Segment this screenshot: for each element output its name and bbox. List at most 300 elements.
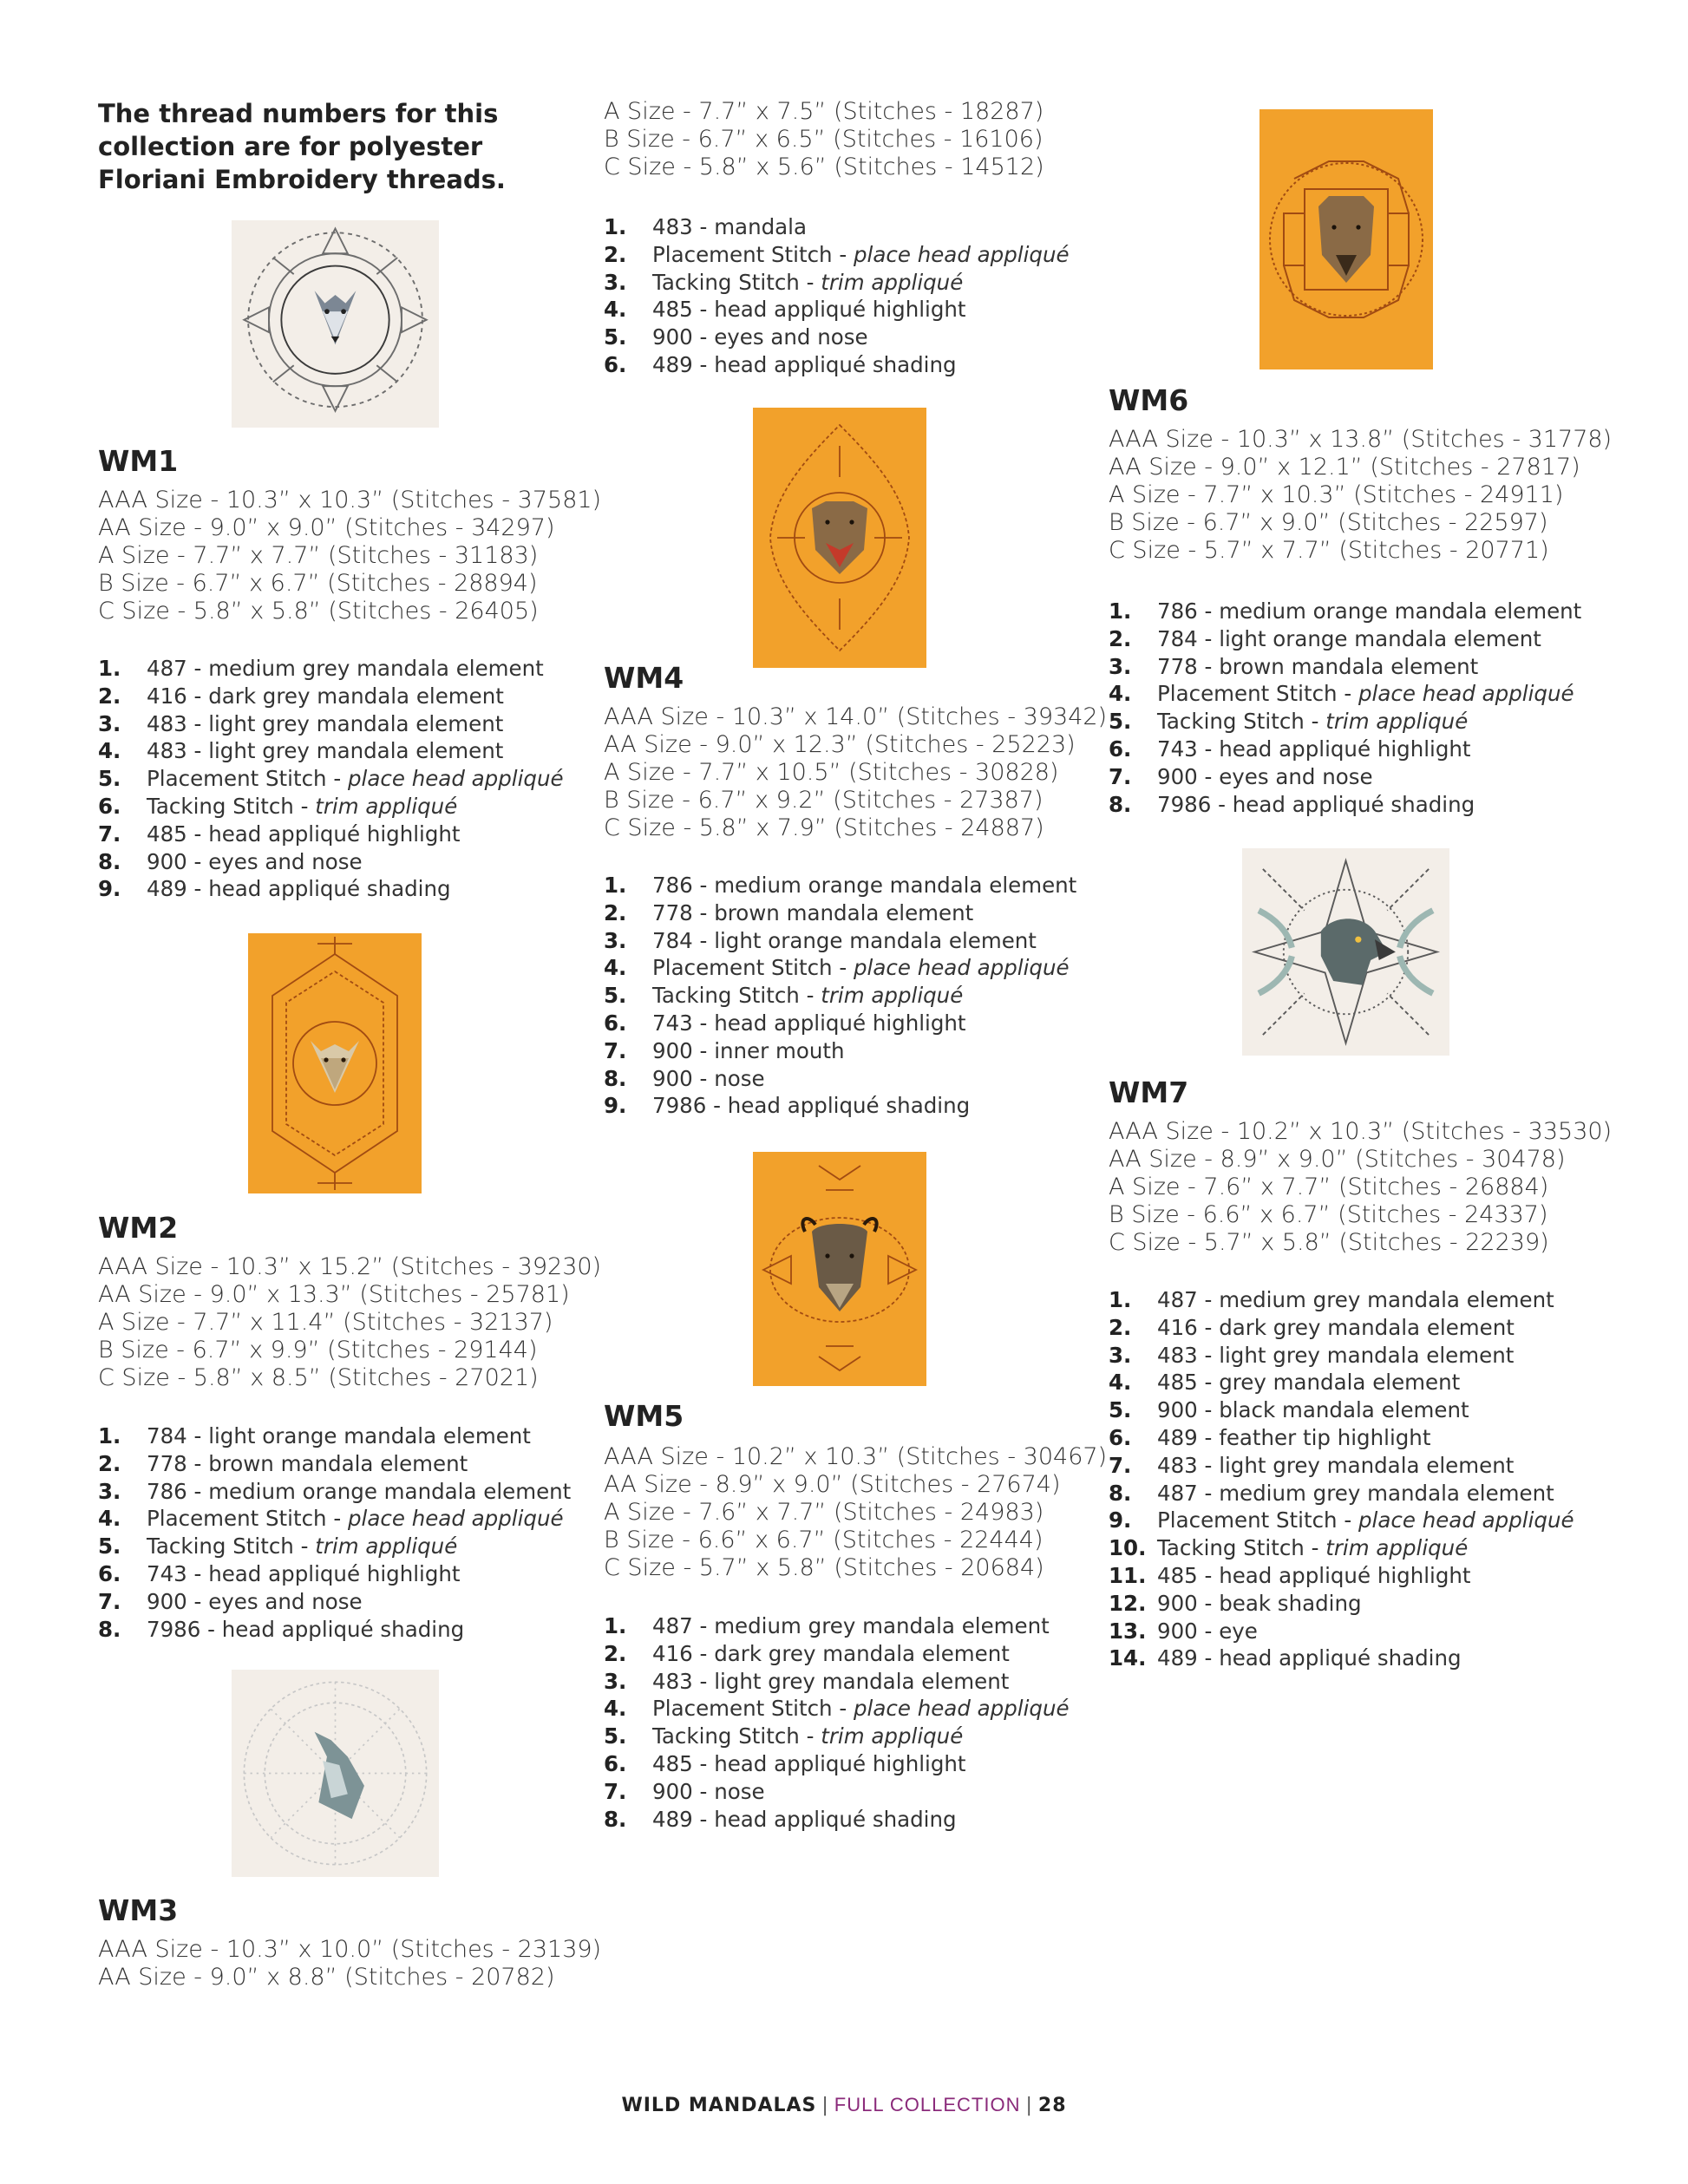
thread-code: 483 <box>1157 1342 1198 1368</box>
step-number: 1. <box>98 1423 121 1448</box>
step-number: 6. <box>604 1010 627 1036</box>
thread-code: 900 <box>147 1588 187 1614</box>
wm7-steps <box>1109 1286 1574 1672</box>
thread-code: Placement Stitch <box>1157 1507 1338 1533</box>
wm6-steps <box>1109 598 1581 818</box>
step-number: 13. <box>1109 1618 1147 1644</box>
size-line: A Size - 7.6” x 7.7” (Stitches - 26884) <box>1109 1174 1549 1200</box>
size-line: AAA Size - 10.3” x 13.8” (Stitches - 31778) <box>1109 426 1613 453</box>
thread-code: 489 <box>1157 1645 1198 1671</box>
thread-code: 485 <box>1157 1370 1198 1396</box>
step-number: 4. <box>604 1696 627 1722</box>
thread-step <box>604 296 1070 324</box>
thread-code: Tacking Stitch <box>147 793 294 819</box>
thread-code: 416 <box>147 683 187 709</box>
step-dash: - <box>293 1533 316 1560</box>
step-dash: - <box>186 1478 209 1504</box>
step-dash: - <box>186 710 209 736</box>
thread-step <box>98 1450 571 1478</box>
step-number: 6. <box>1109 736 1132 762</box>
thread-description: light orange mandala element <box>208 1423 531 1448</box>
thread-code: 483 <box>1157 1452 1198 1478</box>
step-dash: - <box>1197 598 1220 624</box>
thread-description: black mandala element <box>1219 1397 1469 1423</box>
wm6-image <box>1259 109 1433 369</box>
thread-code: 483 <box>652 214 693 239</box>
step-dash: - <box>186 656 209 681</box>
size-line: A Size - 7.6” x 7.7” (Stitches - 24983) <box>604 1499 1044 1526</box>
step-dash: - <box>186 848 209 874</box>
thread-description: place head appliqué <box>348 1506 564 1532</box>
thread-step <box>604 1065 1076 1093</box>
size-line: B Size - 6.7” x 6.5” (Stitches - 16106) <box>604 126 1044 153</box>
thread-code: 900 <box>1157 1618 1198 1644</box>
thread-code: Placement Stitch <box>652 1696 833 1722</box>
step-dash: - <box>1304 709 1326 735</box>
step-number: 5. <box>604 1723 627 1749</box>
step-number: 6. <box>1109 1424 1132 1450</box>
step-dash: - <box>692 1750 715 1776</box>
wm1-sizes <box>98 487 601 625</box>
thread-step <box>604 954 1076 982</box>
thread-code: 483 <box>652 1668 693 1694</box>
thread-description: trim appliqué <box>315 793 458 819</box>
thread-description: head appliqué shading <box>714 1806 957 1832</box>
thread-description: dark grey mandala element <box>714 1640 1010 1666</box>
wm7-image <box>1242 848 1449 1056</box>
thread-description: grey mandala element <box>1219 1370 1461 1396</box>
footer-separator: | <box>1025 2095 1033 2116</box>
step-number: 11. <box>1109 1562 1147 1588</box>
step-dash: - <box>1197 1342 1220 1368</box>
step-dash: - <box>186 1423 209 1448</box>
step-number: 7. <box>604 1778 627 1804</box>
wm5-image <box>753 1152 926 1386</box>
thread-step <box>98 793 564 821</box>
thread-code: 7986 <box>652 1093 707 1119</box>
step-number: 1. <box>1109 1287 1132 1312</box>
thread-step <box>98 1588 571 1616</box>
step-number: 2. <box>604 241 627 267</box>
step-number: 5. <box>1109 1397 1132 1423</box>
step-dash: - <box>692 1010 715 1036</box>
thread-code: 743 <box>1157 736 1198 762</box>
thread-step <box>604 1778 1070 1806</box>
step-number: 2. <box>604 899 627 925</box>
step-dash: - <box>832 241 854 267</box>
size-line: A Size - 7.7” x 11.4” (Stitches - 32137) <box>98 1309 553 1336</box>
step-number: 1. <box>604 214 627 239</box>
step-dash: - <box>832 1696 854 1722</box>
size-line: A Size - 7.7” x 7.5” (Stitches - 18287) <box>604 98 1044 125</box>
thread-description: medium orange mandala element <box>1219 598 1582 624</box>
thread-step <box>1109 1424 1574 1452</box>
size-line: AAA Size - 10.3” x 10.3” (Stitches - 37581) <box>98 487 602 513</box>
thread-step <box>1109 1618 1574 1645</box>
thread-description: head appliqué highlight <box>714 1750 966 1776</box>
size-line: A Size - 7.7” x 10.3” (Stitches - 24911) <box>1109 481 1564 508</box>
size-line: AAA Size - 10.2” x 10.3” (Stitches - 33530) <box>1109 1118 1613 1145</box>
thread-description: head appliqué shading <box>221 1616 465 1642</box>
thread-step <box>604 899 1076 927</box>
step-number: 8. <box>1109 791 1132 817</box>
thread-description: head appliqué highlight <box>208 821 461 847</box>
thread-step <box>1109 1480 1574 1507</box>
thread-step <box>1109 1507 1574 1534</box>
thread-step <box>1109 1452 1574 1480</box>
footer-brand: WILD MANDALAS <box>621 2095 817 2116</box>
step-dash: - <box>1197 1287 1220 1312</box>
step-dash: - <box>1197 1480 1220 1506</box>
size-line: C Size - 5.7” x 5.8” (Stitches - 20684) <box>604 1554 1044 1581</box>
size-line: A Size - 7.7” x 10.5” (Stitches - 30828) <box>604 759 1059 786</box>
step-number: 1. <box>604 1613 627 1638</box>
size-line: AA Size - 9.0” x 8.8” (Stitches - 20782) <box>98 1964 555 1991</box>
thread-step <box>98 655 564 683</box>
thread-description: light grey mandala element <box>1219 1342 1515 1368</box>
thread-step <box>1109 1534 1574 1562</box>
thread-code: 416 <box>652 1640 693 1666</box>
thread-description: light grey mandala element <box>1219 1452 1515 1478</box>
thread-step <box>98 737 564 765</box>
thread-step <box>98 1560 571 1588</box>
thread-step <box>604 1750 1070 1778</box>
wm3-steps <box>604 213 1070 379</box>
step-number: 3. <box>98 710 121 736</box>
thread-description: head appliqué highlight <box>1219 736 1471 762</box>
step-number: 8. <box>604 1065 627 1091</box>
thread-code: 7986 <box>147 1616 201 1642</box>
step-number: 4. <box>98 1506 121 1532</box>
size-line: AA Size - 8.9” x 9.0” (Stitches - 30478) <box>1109 1146 1566 1173</box>
step-number: 4. <box>604 297 627 323</box>
thread-code: Placement Stitch <box>1157 681 1338 707</box>
thread-code: Tacking Stitch <box>652 983 800 1009</box>
thread-description: head appliqué shading <box>714 351 957 377</box>
step-number: 7. <box>1109 763 1132 789</box>
wm4-steps <box>604 872 1076 1120</box>
intro-note: The thread numbers for this collection are for polyester Floriani Embroidery threads. <box>98 99 506 194</box>
wm7-title: WM7 <box>1109 1076 1189 1109</box>
step-dash: - <box>1197 1397 1220 1423</box>
step-number: 2. <box>1109 625 1132 651</box>
thread-code: 489 <box>652 351 693 377</box>
step-number: 3. <box>98 1478 121 1504</box>
thread-code: 900 <box>1157 763 1198 789</box>
step-dash: - <box>186 683 209 709</box>
size-line: AAA Size - 10.3” x 10.0” (Stitches - 23139) <box>98 1936 602 1963</box>
wm2-title: WM2 <box>98 1211 179 1245</box>
thread-description: trim appliqué <box>1325 1535 1469 1561</box>
step-dash: - <box>692 899 715 925</box>
thread-code: 778 <box>1157 653 1198 679</box>
step-number: 4. <box>604 955 627 981</box>
thread-description: head appliqué shading <box>727 1093 971 1119</box>
step-number: 10. <box>1109 1535 1147 1561</box>
step-number: 8. <box>98 1616 121 1642</box>
thread-description: place head appliqué <box>854 1696 1070 1722</box>
thread-step <box>98 848 564 876</box>
step-dash: - <box>692 1065 715 1091</box>
thread-code: 485 <box>147 821 187 847</box>
thread-step <box>1109 1342 1574 1370</box>
step-dash: - <box>692 324 715 350</box>
thread-code: 487 <box>1157 1480 1198 1506</box>
step-number: 4. <box>1109 1370 1132 1396</box>
size-line: B Size - 6.6” x 6.7” (Stitches - 24337) <box>1109 1201 1548 1228</box>
step-dash: - <box>1197 653 1220 679</box>
step-number: 7. <box>98 1588 121 1614</box>
thread-code: 778 <box>652 899 693 925</box>
size-line: C Size - 5.8” x 7.9” (Stitches - 24887) <box>604 814 1044 841</box>
step-number: 4. <box>1109 681 1132 707</box>
thread-description: eyes and nose <box>208 1588 363 1614</box>
thread-description: light grey mandala element <box>208 710 504 736</box>
thread-step <box>98 765 564 793</box>
step-number: 14. <box>1109 1645 1147 1671</box>
thread-step <box>604 1806 1070 1834</box>
step-number: 9. <box>604 1093 627 1119</box>
step-dash: - <box>186 821 209 847</box>
thread-description: place head appliqué <box>1358 681 1574 707</box>
step-number: 1. <box>98 656 121 681</box>
wm1-steps <box>98 655 564 903</box>
thread-step <box>98 1616 571 1644</box>
thread-code: 784 <box>652 927 693 953</box>
thread-description: place head appliqué <box>348 766 564 792</box>
thread-step <box>1109 625 1581 653</box>
wm3-sizes-part2 <box>604 98 1044 181</box>
thread-code: 489 <box>652 1806 693 1832</box>
size-line: AA Size - 9.0” x 13.3” (Stitches - 25781) <box>98 1281 570 1308</box>
step-number: 5. <box>1109 709 1132 735</box>
size-line: C Size - 5.8” x 5.6” (Stitches - 14512) <box>604 154 1044 180</box>
wm6-sizes <box>1109 426 1612 565</box>
wm7-sizes <box>1109 1118 1612 1257</box>
size-line: C Size - 5.7” x 7.7” (Stitches - 20771) <box>1109 537 1549 564</box>
step-number: 3. <box>604 1668 627 1694</box>
thread-step <box>98 1533 571 1560</box>
thread-description: mandala <box>714 214 807 239</box>
wm3-sizes-part1 <box>98 1936 601 1991</box>
step-number: 1. <box>1109 598 1132 624</box>
thread-step <box>604 1723 1070 1750</box>
thread-description: medium grey mandala element <box>208 656 544 681</box>
thread-description: dark grey mandala element <box>208 683 504 709</box>
step-dash: - <box>186 1450 209 1476</box>
size-line: B Size - 6.7” x 9.0” (Stitches - 22597) <box>1109 509 1548 536</box>
step-dash: - <box>692 1778 715 1804</box>
thread-code: Placement Stitch <box>147 766 327 792</box>
thread-code: 416 <box>1157 1314 1198 1340</box>
thread-step <box>604 1640 1070 1668</box>
thread-description: trim appliqué <box>315 1533 458 1560</box>
thread-description: medium grey mandala element <box>714 1613 1050 1638</box>
thread-code: 784 <box>147 1423 187 1448</box>
thread-description: dark grey mandala element <box>1219 1314 1515 1340</box>
thread-description: brown mandala element <box>208 1450 468 1476</box>
page-footer <box>0 2094 1688 2116</box>
thread-description: trim appliqué <box>821 269 964 295</box>
thread-code: 900 <box>652 324 693 350</box>
step-dash: - <box>1197 1645 1220 1671</box>
step-number: 2. <box>98 683 121 709</box>
thread-step <box>1109 1396 1574 1424</box>
thread-step <box>604 1695 1070 1723</box>
thread-step <box>604 982 1076 1010</box>
step-number: 2. <box>1109 1314 1132 1340</box>
size-line: AA Size - 9.0” x 12.1” (Stitches - 27817) <box>1109 454 1580 481</box>
step-dash: - <box>1197 1314 1220 1340</box>
thread-step <box>604 1092 1076 1120</box>
step-dash: - <box>186 1560 209 1586</box>
thread-code: 900 <box>652 1065 693 1091</box>
step-dash: - <box>1337 681 1358 707</box>
thread-description: head appliqué shading <box>1232 791 1475 817</box>
step-dash: - <box>692 873 715 898</box>
thread-step <box>1109 708 1581 736</box>
thread-step <box>98 710 564 738</box>
wm5-sizes <box>604 1443 1107 1582</box>
thread-step <box>1109 1286 1574 1314</box>
step-dash: - <box>1337 1507 1358 1533</box>
size-line: AA Size - 9.0” x 12.3” (Stitches - 25223) <box>604 731 1076 758</box>
step-number: 6. <box>98 1560 121 1586</box>
thread-step <box>1109 680 1581 708</box>
thread-description: eye <box>1219 1618 1258 1644</box>
thread-description: eyes and nose <box>208 848 363 874</box>
step-dash: - <box>186 738 209 764</box>
thread-code: 483 <box>147 738 187 764</box>
size-line: AAA Size - 10.3” x 15.2” (Stitches - 39230) <box>98 1253 602 1280</box>
step-dash: - <box>692 1640 715 1666</box>
thread-step <box>604 269 1070 297</box>
thread-description: head appliqué highlight <box>714 1010 966 1036</box>
step-dash: - <box>832 955 854 981</box>
thread-code: 900 <box>652 1037 693 1063</box>
thread-code: 487 <box>1157 1287 1198 1312</box>
step-dash: - <box>1197 1424 1220 1450</box>
thread-step <box>1109 791 1581 819</box>
thread-code: Tacking Stitch <box>1157 1535 1305 1561</box>
step-dash: - <box>692 214 715 239</box>
step-dash: - <box>293 793 316 819</box>
thread-description: eyes and nose <box>714 324 868 350</box>
thread-step <box>1109 1314 1574 1342</box>
step-number: 2. <box>98 1450 121 1476</box>
thread-step <box>604 213 1070 241</box>
step-number: 3. <box>604 269 627 295</box>
thread-description: place head appliqué <box>854 241 1070 267</box>
thread-step <box>604 927 1076 955</box>
thread-step <box>1109 1562 1574 1590</box>
thread-step <box>604 241 1070 269</box>
step-number: 3. <box>604 927 627 953</box>
thread-description: light grey mandala element <box>714 1668 1010 1694</box>
thread-code: 483 <box>147 710 187 736</box>
size-line: AAA Size - 10.2” x 10.3” (Stitches - 30467) <box>604 1443 1108 1470</box>
step-dash: - <box>799 1723 821 1749</box>
step-dash: - <box>799 269 821 295</box>
thread-step <box>1109 653 1581 681</box>
wm3-title: WM3 <box>98 1893 179 1927</box>
thread-step <box>604 1010 1076 1037</box>
size-line: AA Size - 9.0” x 9.0” (Stitches - 34297) <box>98 514 555 541</box>
thread-code: 900 <box>1157 1590 1198 1616</box>
thread-step <box>1109 1645 1574 1672</box>
wm2-steps <box>98 1422 571 1643</box>
size-line: C Size - 5.8” x 5.8” (Stitches - 26405) <box>98 598 539 624</box>
step-number: 6. <box>604 351 627 377</box>
step-dash: - <box>326 766 348 792</box>
thread-description: medium grey mandala element <box>1219 1480 1554 1506</box>
step-number: 6. <box>98 793 121 819</box>
step-dash: - <box>1197 1452 1220 1478</box>
wm1-image <box>232 220 439 428</box>
step-number: 1. <box>604 873 627 898</box>
step-number: 5. <box>604 324 627 350</box>
thread-code: Tacking Stitch <box>147 1533 294 1560</box>
step-number: 8. <box>98 848 121 874</box>
step-number: 8. <box>1109 1480 1132 1506</box>
step-dash: - <box>1197 736 1220 762</box>
step-dash: - <box>692 297 715 323</box>
thread-step <box>604 1612 1070 1640</box>
step-dash: - <box>1197 1562 1220 1588</box>
step-number: 9. <box>98 876 121 902</box>
step-number: 9. <box>1109 1507 1132 1533</box>
thread-description: head appliqué shading <box>1219 1645 1462 1671</box>
thread-description: eyes and nose <box>1219 763 1373 789</box>
step-number: 5. <box>98 766 121 792</box>
thread-code: 786 <box>1157 598 1198 624</box>
size-line: AA Size - 8.9” x 9.0” (Stitches - 27674) <box>604 1471 1061 1498</box>
thread-code: 743 <box>147 1560 187 1586</box>
thread-code: 784 <box>1157 625 1198 651</box>
size-line: B Size - 6.6” x 6.7” (Stitches - 22444) <box>604 1527 1044 1553</box>
step-number: 7. <box>98 821 121 847</box>
thread-step <box>604 324 1070 351</box>
thread-code: 485 <box>652 1750 693 1776</box>
step-number: 5. <box>98 1533 121 1560</box>
thread-code: 485 <box>1157 1562 1198 1588</box>
step-dash: - <box>1304 1535 1326 1561</box>
thread-description: head appliqué highlight <box>714 297 966 323</box>
thread-code: 7986 <box>1157 791 1212 817</box>
step-dash: - <box>186 876 209 902</box>
step-number: 8. <box>604 1806 627 1832</box>
thread-code: Tacking Stitch <box>1157 709 1305 735</box>
wm2-sizes <box>98 1253 601 1392</box>
thread-code: 786 <box>147 1478 187 1504</box>
thread-step <box>98 1478 571 1506</box>
wm5-title: WM5 <box>604 1399 684 1433</box>
size-line: B Size - 6.7” x 6.7” (Stitches - 28894) <box>98 570 538 597</box>
step-number: 5. <box>604 983 627 1009</box>
thread-step <box>1109 598 1581 625</box>
thread-description: brown mandala element <box>714 899 974 925</box>
step-dash: - <box>200 1616 222 1642</box>
wm2-image <box>248 933 422 1193</box>
thread-code: 489 <box>1157 1424 1198 1450</box>
thread-code: 900 <box>147 848 187 874</box>
thread-description: head appliqué shading <box>208 876 451 902</box>
thread-step <box>1109 1590 1574 1618</box>
thread-step <box>604 351 1070 379</box>
thread-code: Tacking Stitch <box>652 269 800 295</box>
step-dash: - <box>1197 1590 1220 1616</box>
step-number: 3. <box>1109 1342 1132 1368</box>
